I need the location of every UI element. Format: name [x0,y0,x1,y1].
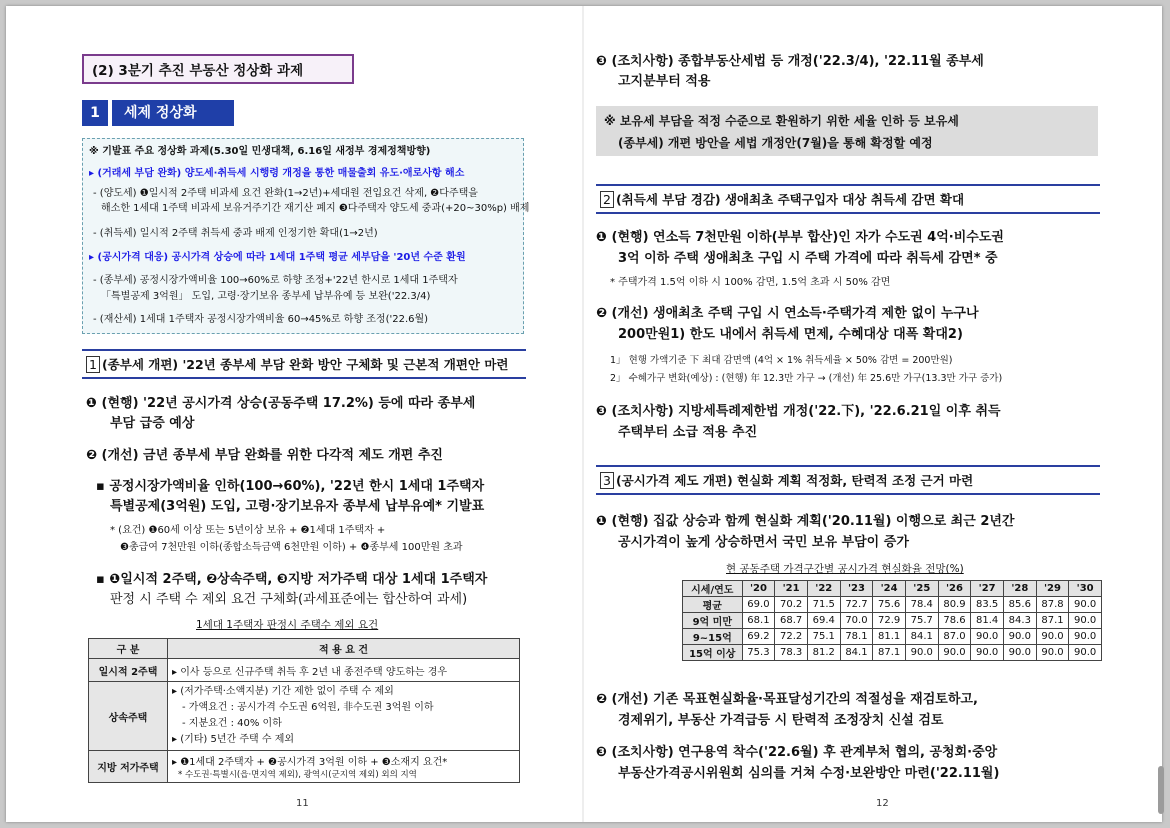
table-cell: 69.0 [742,597,775,613]
table-cell: 84.1 [840,645,873,661]
table-header-cell: '24 [873,581,906,597]
table-cell: 83.5 [971,597,1004,613]
table-header-cell: '21 [775,581,808,597]
box-line: 해소한 1세대 1주택 비과세 보유거주기간 재기산 폐지 ❸다주택자 양도세 중과(+20~30%p) 배제 [101,203,530,214]
subsection-header [82,349,526,379]
table-cell: 87.1 [1036,613,1069,629]
table-header-cell: '28 [1003,581,1036,597]
requirements-table [88,638,520,783]
table-cell: 81.2 [807,645,840,661]
footnote: 1」 현행 가액기준 下 최대 감면액 (4억 × 1% 취득세율 × 50% 감면 = 200만원) [610,355,953,366]
table-cell: 68.1 [742,613,775,629]
box-line: ▸ (거래세 부담 완화) 양도세·취득세 시행령 개정을 통한 매물출회 유도·애로사항 해소 [89,168,465,179]
scrollbar[interactable] [1158,766,1164,814]
subsection-header [596,465,1100,495]
table-header-cell: 시세/연도 [683,581,743,597]
table-header-row [89,639,520,659]
subsection-number: 3 [600,472,614,489]
paragraph-current: ❶ (현행) 연소득 7천만원 이하(부부 합산)인 자가 수도권 4억·비수도권 [596,230,1004,245]
table-cell: 78.4 [905,597,938,613]
table-key-cell: 상속주택 [89,682,168,751]
table-cell: 90.0 [1003,629,1036,645]
table-cell: 71.5 [807,597,840,613]
table-cell: 69.2 [742,629,775,645]
table-cell: 90.0 [971,645,1004,661]
paragraph-current: ❶ (현행) '22년 공시가격 상승(공동주택 17.2%) 등에 따라 종부세 [86,396,476,411]
note-box [596,106,1098,156]
bullet-note-cont: ❸총급여 7천만원 이하(종합소득금액 6천만원 이하) + ❹종부세 100만원 초과 [120,542,463,553]
table-row [683,645,1102,661]
table-cell: 70.0 [840,613,873,629]
box-line: - (취득세) 일시적 2주택 취득세 중과 배제 인정기한 확대(1→2년) [93,228,378,239]
table-row [683,629,1102,645]
subsection-title: (공시가격 제도 개편) 현실화 계획 적정화, 탄력적 조정 근거 마련 [615,473,974,488]
note-line: ※ 보유세 부담을 적정 수준으로 환원하기 위한 세율 인하 등 보유세 [604,114,959,128]
table-row [89,751,520,783]
paragraph-measure: ❸ (조치사항) 연구용역 착수('22.6월) 후 관계부처 협의, 공청회·중앙 [596,745,998,760]
paragraph-measure-cont: 부동산가격공시위원회 심의를 거쳐 수정·보완방안 마련('22.11월) [618,766,1000,781]
subsection-header [596,184,1100,214]
summary-box [82,138,530,334]
table-cell: 90.0 [1069,645,1102,661]
box-line: ※ 기발표 주요 정상화 과제(5.30일 민생대책, 6.16일 새정부 경제정책방향) [89,146,431,157]
document-sheet [6,6,1162,822]
subsection-number: 1 [86,356,100,373]
table-header-cell: '20 [742,581,775,597]
paragraph-measure-cont: 주택부터 소급 적용 추진 [618,425,758,440]
table-caption: 1세대 1주택자 판정시 주택수 제외 요건 [196,619,379,631]
cell-line: ▸ (기타) 5년간 주택 수 제외 [172,734,295,745]
footnote: * 주택가격 1.5억 이하 시 100% 감면, 1.5억 초과 시 50% 감면 [610,277,891,288]
page-heading: (2) 3분기 추진 부동산 정상화 과제 [82,54,354,84]
subsection-title: (종부세 개편) '22년 종부세 부담 완화 방안 구체화 및 근본적 개편안 마련 [101,357,509,372]
table-cell: 75.3 [742,645,775,661]
table-cell: 75.6 [873,597,906,613]
table-cell: 78.1 [840,629,873,645]
box-line: 「특별공제 3억원」 도입, 고령·장기보유 종부세 납부유예 등 보완('22.3/4) [101,291,431,302]
table-cell: 90.0 [905,645,938,661]
table-cell: 90.0 [938,645,971,661]
table-cell: 90.0 [1069,613,1102,629]
paragraph-improve: ❷ (개선) 금년 종부세 부담 완화를 위한 다각적 제도 개편 추진 [86,448,443,463]
table-cell: 72.9 [873,613,906,629]
table-cell: 81.4 [971,613,1004,629]
table-cell: 90.0 [1069,629,1102,645]
table-header-row [683,581,1102,597]
note-line: (종부세) 개편 방안을 세법 개정안(7월)을 통해 확정할 예정 [618,136,933,150]
page-gutter [582,6,584,822]
paragraph-improve-cont: 경제위기, 부동산 가격급등 시 탄력적 조정장치 신설 검토 [618,713,944,728]
table-row [89,659,520,682]
table-value-cell [168,682,520,751]
cell-line: * 수도권·특별시(읍·면지역 제외), 광역시(군지역 제외) 외의 지역 [178,770,417,780]
table-cell: 69.4 [807,613,840,629]
subsection-number: 2 [600,191,614,208]
table-value-cell [168,751,520,783]
table-cell: 75.7 [905,613,938,629]
paragraph-current-cont: 공시가격이 높게 상승하면서 국민 보유 부담이 증가 [618,535,909,550]
paragraph-current: ❶ (현행) 집값 상승과 함께 현실화 계획('20.11월) 이행으로 최근 2년간 [596,514,1015,529]
paragraph-measure-cont: 고지분부터 적용 [618,74,711,89]
cell-line: - 가액요건 : 공시가격 수도권 6억원, 非수도권 3억원 이하 [182,702,434,713]
table-header-cell: '26 [938,581,971,597]
paragraph-current-cont: 3억 이하 주택 생애최초 구입 시 주택 가격에 따라 취득세 감면* 중 [618,251,998,266]
page-number: 11 [296,798,309,809]
paragraph-measure: ❸ (조치사항) 종합부동산세법 등 개정('22.3/4), '22.11월 종부세 [596,54,984,69]
table-cell: 84.1 [905,629,938,645]
table-row [89,682,520,751]
table-cell: 72.7 [840,597,873,613]
cell-line: ▸ ❶1세대 2주택자 + ❷공시가격 3억원 이하 + ❸소재지 요건* [172,757,448,768]
table-cell: 87.1 [873,645,906,661]
cell-line: - 지분요건 : 40% 이하 [182,718,282,729]
table-key-cell: 15억 이상 [683,645,743,661]
table-cell: 81.1 [873,629,906,645]
table-header-cell: '29 [1036,581,1069,597]
bullet-item: ▪ 공정시장가액비율 인하(100→60%), '22년 한시 1세대 1주택자 [96,479,485,494]
table-cell: 78.6 [938,613,971,629]
table-cell: 90.0 [1036,629,1069,645]
table-value-cell: ▸ 이사 등으로 신규주택 취득 후 2년 내 종전주택 양도하는 경우 [168,659,520,682]
table-cell: 85.6 [1003,597,1036,613]
table-cell: 78.3 [775,645,808,661]
bullet-item-cont: 특별공제(3억원) 도입, 고령·장기보유자 종부세 납부유예* 기발표 [110,499,485,514]
subsection-title: (취득세 부담 경감) 생애최초 주택구입자 대상 취득세 감면 확대 [615,192,965,207]
table-header-cell: '25 [905,581,938,597]
table-cell: 75.1 [807,629,840,645]
table-key-cell: 평균 [683,597,743,613]
table-header-cell: '22 [807,581,840,597]
box-line: - (재산세) 1세대 1주택자 공정시장가액비율 60→45%로 하향 조정('22.6월) [93,314,429,325]
table-cell: 90.0 [1036,645,1069,661]
paragraph-current-cont: 부담 급증 예상 [110,416,195,431]
section-number: 1 [82,100,108,126]
table-header-cell: '30 [1069,581,1102,597]
paragraph-measure: ❸ (조치사항) 지방세특례제한법 개정('22.下), '22.6.21일 이후 취득 [596,404,1001,419]
table-key-cell: 9억 미만 [683,613,743,629]
table-header-cell: 구 분 [89,639,168,659]
table-cell: 80.9 [938,597,971,613]
table-cell: 87.0 [938,629,971,645]
table-cell: 87.8 [1036,597,1069,613]
page-number: 12 [876,798,889,809]
box-line: - (종부세) 공정시장가액비율 100→60%로 하향 조정+'22년 한시로 1세대 1주택자 [93,275,458,286]
table-key-cell: 일시적 2주택 [89,659,168,682]
footnote: 2」 수혜가구 변화(예상) : (현행) 年 12.3만 가구 → (개선) 年 25.6만 가구(13.3만 가구 증가) [610,373,1003,384]
table-key-cell: 지방 저가주택 [89,751,168,783]
box-line: ▸ (공시가격 대응) 공시가격 상승에 따라 1세대 1주택 평균 세부담을 '20년 수준 환원 [89,252,466,263]
table-header-cell: '27 [971,581,1004,597]
table-cell: 90.0 [1003,645,1036,661]
table-header-cell: 적 용 요 건 [168,639,520,659]
table-header-cell: '23 [840,581,873,597]
table-row [683,597,1102,613]
bullet-note: * (요건) ❶60세 이상 또는 5년이상 보유 + ❷1세대 1주택자 + [110,525,386,536]
table-cell: 90.0 [1069,597,1102,613]
table-key-cell: 9~15억 [683,629,743,645]
paragraph-improve-cont: 200만원1) 한도 내에서 취득세 면제, 수혜대상 대폭 확대2) [618,327,963,342]
section-title: 세제 정상화 [112,100,234,126]
box-line: - (양도세) ❶일시적 2주택 비과세 요건 완화(1→2년)+세대원 전입요건 삭제, ❷다주택을 [93,188,478,199]
paragraph-improve: ❷ (개선) 기존 목표현실화율·목표달성기간의 적절성을 재검토하고, [596,692,978,707]
paragraph-improve: ❷ (개선) 생애최초 주택 구입 시 연소득·주택가격 제한 없이 누구나 [596,306,979,321]
table-cell: 72.2 [775,629,808,645]
realization-rate-table [682,580,1102,661]
page-12 [596,6,1106,822]
table-cell: 84.3 [1003,613,1036,629]
table-caption: 현 공동주택 가격구간별 공시가격 현실화율 전망(%) [726,563,964,575]
page-11 [76,6,530,822]
cell-line: ▸ (저가주택·소액지분) 기간 제한 없이 주택 수 제외 [172,686,394,697]
bullet-item: ▪ ❶일시적 2주택, ❷상속주택, ❸지방 저가주택 대상 1세대 1주택자 [96,572,488,587]
table-cell: 70.2 [775,597,808,613]
table-cell: 68.7 [775,613,808,629]
bullet-item-cont: 판정 시 주택 수 제외 요건 구체화(과세표준에는 합산하여 과세) [110,592,468,607]
table-cell: 90.0 [971,629,1004,645]
table-row [683,613,1102,629]
